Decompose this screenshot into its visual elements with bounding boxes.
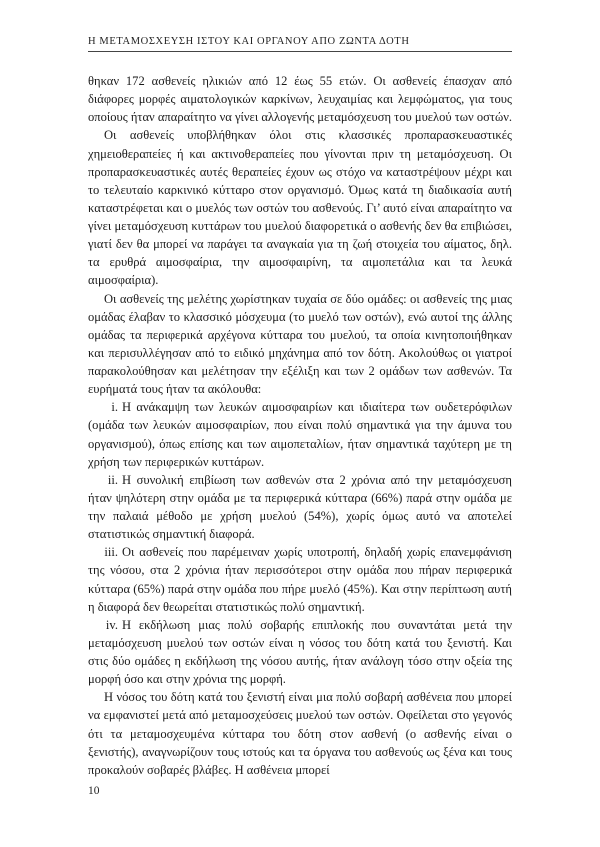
finding-item	[88, 398, 512, 471]
finding-number: iii.	[104, 545, 118, 560]
running-header: Η ΜΕΤΑΜΟΣΧΕΥΣΗ ΙΣΤΟΥ ΚΑΙ ΟΡΓΑΝΟΥ ΑΠΟ ΖΩΝΤΑ ΔΟΤΗ	[88, 36, 512, 52]
finding-text: Οι ασθενείς που παρέμειναν χωρίς υποτροπή, δηλαδή χωρίς επανεμφάνιση της νόσου, στα 2 χρόνια ήταν περισσότεροι στην ομάδα που πήραν περιφερικά κύτταρα (65%) παρά στην ομάδα που πήρε μυελό (45%). Και στην περίπτωση αυτή η διαφορά δεν θεωρείται στατιστικώς πολύ σημαντική.	[88, 545, 512, 614]
finding-number: i.	[111, 400, 118, 415]
body-text	[88, 72, 512, 779]
paragraph-study-groups: Οι ασθενείς της μελέτης χωρίστηκαν τυχαία σε δύο ομάδες: οι ασθενείς της μιας ομάδας έλαβαν το κλασσικό μόσχευμα (το μυελό των οστών), ενώ αυτοί της άλλης ομάδας τα περιφερικά αρχέγονα κύτταρα του μυελού, τα οποία κινητοποιήθηκαν και περισυλλέγησαν από το ειδικό μηχάνημα από τον δότη. Ακολούθως οι γιατροί παρακολούθησαν και μελέτησαν την εξέλιξη και των 2 ομάδων των ασθενών. Τα ευρήματά τους ήταν τα ακόλουθα:	[88, 291, 512, 397]
paragraph-continuation: θηκαν 172 ασθενείς ηλικιών από 12 έως 55 ετών. Οι ασθενείς έπασχαν από διάφορες μορφές αιματολογικών καρκίνων, λευχαιμίας και λεμφώματος, για τους οποίους ήταν απαραίτητο να γίνει αλλογενής μεταμόσχευση του μυελού των οστών.	[88, 74, 513, 125]
finding-item	[88, 616, 512, 689]
paragraph-gvhd: Η νόσος του δότη κατά του ξενιστή είναι μια πολύ σοβαρή ασθένεια που μπορεί να εμφανιστεί μετά από μεταμοσχεύσεις μυελού των οστών. Οφείλεται στο γεγονός ότι τα μεταμοσχευμένα κύτταρα του δότη στον ασθενή (ο ασθενής είναι ο ξενιστής), αναγνωρίζουν τους ιστούς και τα όργανα του ασθενούς ως ξένα και τους προκαλούν σοβαρές βλάβες. Η ασθένεια μπορεί	[88, 690, 512, 777]
finding-text: Η ανάκαμψη των λευκών αιμοσφαιρίων και ιδιαίτερα των ουδετερόφιλων (ομάδα των λευκών αιμοσφαιρίων, που είναι πολύ σημαντικά για την άμυνα του οργανισμού), όπως επίσης και των αιμοπεταλίων, ήταν σημαντικά ταχύτερη με τη χρήση των περιφερικών κυττάρων.	[88, 400, 512, 469]
finding-item	[88, 471, 512, 544]
paragraph-preparation: Οι ασθενείς υποβλήθηκαν όλοι στις κλασσικές προπαρασκευαστικές χημειοθεραπείες ή και ακτινοθεραπείες που γίνονται πριν τη μεταμόσχευση. Οι προπαρασκευαστικές αυτές θεραπείες έχουν ως στόχο να καταστρέψουν μέχρι και το τελευταίο καρκινικό κύτταρο στον οργανισμό. Όμως κατά τη διαδικασία αυτή καταστρέφεται και ο μυελός των οστών του ασθενούς. Γι’ αυτό είναι απαραίτητο να γίνει μεταμόσχευση κυττάρων του μυελού διαφορετικά ο ασθενής δεν θα επιβιώσει, γιατί δεν θα μπορεί να παράγει τα αναγκαία για τη ζωή στοιχεία του αίματος, δηλ. τα ερυθρά αιμοσφαίρια, την αιμοσφαιρίνη, τα αιμοπετάλια και τα λευκά αιμοσφαίρια).	[88, 128, 512, 288]
finding-text: Η εκδήλωση μιας πολύ σοβαρής επιπλοκής που συναντάται μετά την μεταμόσχευση μυελού των οστών είναι η νόσος του δότη κατά του ξενιστή. Και στις δύο ομάδες η εκδήλωση της νόσου αυτής, ήταν ανάλογη τόσο στην οξεία της μορφή όσο και στην χρόνια της μορφή.	[88, 617, 512, 687]
finding-number: iv.	[105, 617, 118, 632]
finding-text: Η συνολική επιβίωση των ασθενών στα 2 χρόνια από την μεταμόσχευση ήταν ψηλότερη στην ομάδα με τα περιφερικά κύτταρα (66%) παρά στην ομάδα με την παλαιά μέθοδο με χρήση μυελού (54%), χωρίς όμως αυτό να αποτελεί στατιστικώς σημαντική διαφορά.	[88, 472, 512, 542]
finding-number: ii.	[107, 472, 118, 487]
finding-item	[88, 543, 512, 616]
page-number: 10	[88, 785, 100, 797]
